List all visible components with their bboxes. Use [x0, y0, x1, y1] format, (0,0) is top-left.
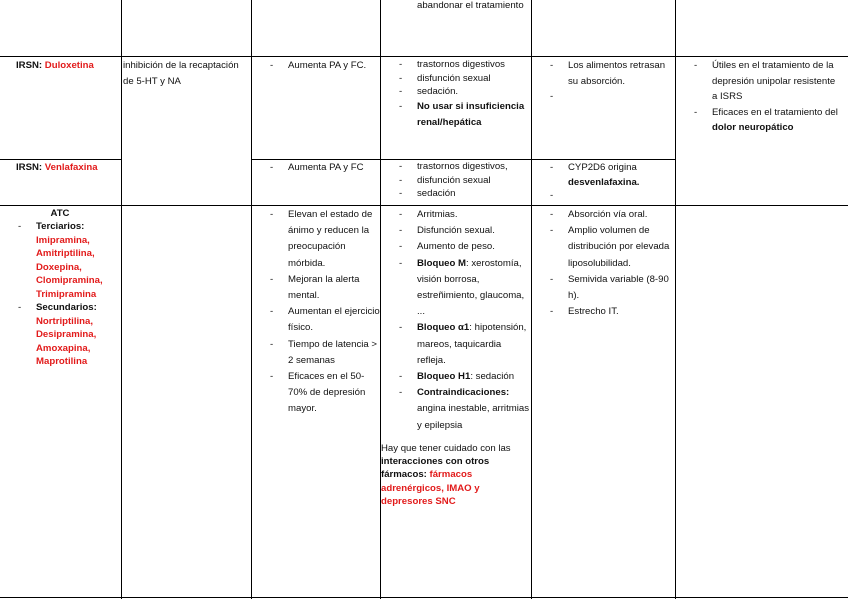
list-item: - Contraindicaciones: angina inestable, arritmias y epilepsia: [399, 387, 529, 431]
grid-row-line-3: [0, 205, 848, 206]
list-item: -: [550, 190, 554, 201]
list-item: - Bloqueo M: xerostomía, visión borrosa, estreñimiento, glaucoma, ...: [399, 257, 525, 318]
top-row-action: abandonar el tratamiento: [417, 0, 524, 11]
list-item: - trastornos digestivos: [399, 59, 505, 70]
list-item: - Semivida variable (8-90 h).: [550, 273, 669, 302]
atc-effects: [270, 207, 380, 418]
drug-name: Desipramina,: [36, 329, 97, 340]
list-item: - CYP2D6 origina desvenlafaxina.: [550, 162, 640, 188]
venlafaxina-pk: [550, 160, 674, 202]
duloxetina-adverse: [399, 58, 529, 131]
interactions-note: Hay que tener cuidado con las interacciones con otros fármacos: fármacos adrenérgicos, IMAO y depresores SNC: [381, 443, 511, 507]
grid-col-line-4: [531, 0, 532, 599]
list-item: - Disfunción sexual.: [399, 225, 495, 237]
grid-col-line-5: [675, 0, 676, 599]
list-item: - Aumento de peso.: [399, 241, 495, 253]
atc-title: ATC: [50, 208, 70, 219]
list-item: - Bloqueo α1: hipotensión, mareos, taquicardia refleja.: [399, 322, 527, 366]
duloxetina-uses: [694, 58, 842, 136]
venlafaxina-adverse: [399, 160, 529, 201]
list-item: - trastornos digestivos,: [399, 161, 508, 172]
venlafaxina-effects: [270, 160, 378, 176]
list-item: - sedación: [399, 188, 456, 199]
secondary-group: - Secundarios:: [18, 302, 97, 313]
drug-name: Nortriptilina,: [36, 315, 94, 327]
list-item: - sedación.: [399, 86, 459, 97]
grid-col-line-1: [121, 0, 122, 599]
tertiary-group: - Terciarios:: [18, 221, 85, 232]
atc-adverse: [399, 207, 531, 434]
drug-name: Trimipramina: [36, 288, 97, 300]
mechanism-text: inhibición de la recaptación de 5-HT y NA: [123, 60, 239, 87]
list-item: - Útiles en el tratamiento de la depresión unipolar resistente a ISRS: [694, 60, 836, 102]
drug-name: Clomipramina,: [36, 275, 103, 286]
list-item: - Elevan el estado de ánimo y reducen la preocupación mórbida.: [270, 209, 373, 269]
grid-row-line-4: [0, 597, 848, 598]
list-item: - Eficaces en el 50-70% de depresión mayor.: [270, 371, 366, 415]
list-item: - disfunción sexual: [399, 174, 491, 186]
list-item: - Mejoran la alerta mental.: [270, 273, 360, 302]
list-item: - Tiempo de latencia > 2 semanas: [270, 338, 377, 366]
list-item: - Aumenta PA y FC: [270, 162, 364, 173]
duloxetina-effects: [270, 58, 378, 74]
drug-name: Amitriptilina,: [36, 248, 95, 259]
list-item: - Bloqueo H1: sedación: [399, 371, 515, 383]
duloxetina-pk: [550, 58, 674, 104]
drug-name: Imipramina,: [36, 234, 90, 246]
venlafaxina-name: IRSN: Venlafaxina: [16, 162, 98, 173]
atc-classes: [18, 220, 120, 369]
list-item: - Eficaces en el tratamiento del dolor neuropático: [694, 106, 838, 133]
grid-col-line-3: [380, 0, 381, 599]
duloxetina-name: IRSN: Duloxetina: [16, 60, 94, 71]
list-item: - disfunción sexual: [399, 72, 491, 84]
list-item: - Amplio volumen de distribución por elevada liposolubilidad.: [550, 225, 670, 269]
list-item: - Aumentan el ejercicio físico.: [270, 306, 380, 334]
grid-col-line-2: [251, 0, 252, 599]
list-item: -: [550, 91, 554, 102]
list-item: - Absorción vía oral.: [550, 209, 648, 220]
list-item: - Aumenta PA y FC.: [270, 60, 367, 71]
list-item: - No usar si insuficiencia renal/hepática: [399, 100, 525, 128]
list-item: - Los alimentos retrasan su absorción.: [550, 60, 666, 87]
list-item: - Arritmias.: [399, 209, 458, 220]
atc-pk: [550, 207, 674, 320]
grid-row-line-1: [0, 56, 848, 57]
drug-name: Doxepina,: [36, 261, 82, 273]
list-item: - Estrecho IT.: [550, 306, 619, 318]
drug-name: Amoxapina,: [36, 342, 91, 354]
drug-name: Maprotilina: [36, 356, 88, 367]
